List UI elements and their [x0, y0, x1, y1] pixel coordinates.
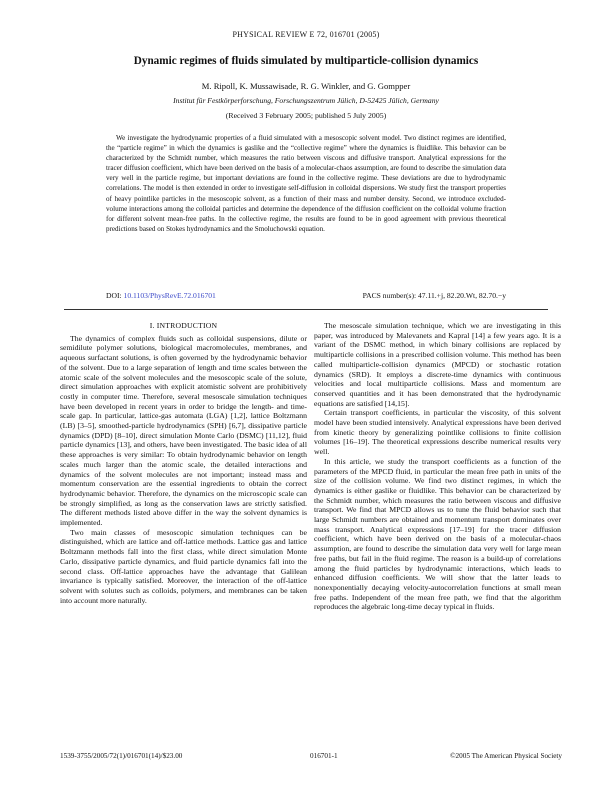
paragraph: In this article, we study the transport coefficients as a function of the parameters of the MPCD fluid, in particular the mean free path in units of the size of the collision volume. We find two distinct regimes, in which the dynamics is either gaslike or fluidlike. This behavior can be characterized by the Schmidt number, which measures the ratio between viscous and diffusive transport. We find that MPCD allows us to tune the fluid behavior such that large Schmidt numbers are obtained and momentum transport dominates over mass transport. Analytical expressions [17–19] for the tracer diffusion coefficient, which have been derived on the basis of a molecular-chaos assumption, are found to describe the simulation data very well for large mean free paths, but fail in the fluid regime. The reason is a build-up of correlations among the fluid particles by hydrodynamic interactions, which leads to enhanced diffusion coefficients. We will show that the latter leads to nonexponentially decaying velocity-autocorrelation functions at small mean free paths. Independent of the mean free path, we find that the algorithm reproduces the algebraic long-time decay typical in fluids.: [314, 456, 561, 612]
journal-header: PHYSICAL REVIEW E 72, 016701 (2005): [232, 30, 380, 39]
abstract: [106, 133, 506, 234]
doi-label: DOI:: [106, 291, 122, 300]
footer-copyright: ©2005 The American Physical Society: [450, 752, 562, 760]
paper-title: Dynamic regimes of fluids simulated by multiparticle-collision dynamics: [133, 55, 479, 67]
paragraph: The mesoscale simulation technique, which we are investigating in this paper, was introduced by Malevanets and Kapral [14] a few years ago. It is a variant of the DSMC method, in which binary collisions are replaced by multiparticle collisions in a prescribed collision volume. This method has been called multiparticle-collision dynamics (MPCD) or stochastic rotation dynamics (SRD). It employs a discrete-time dynamics with continuous velocities and local multiparticle collisions. Mass and momentum are conserved quantities and it has been demonstrated that the hydrodynamic equations are satisfied [14,15].: [314, 321, 561, 408]
author-list: M. Ripoll, K. Mussawisade, R. G. Winkler, and G. Gompper: [201, 81, 411, 91]
paragraph: The dynamics of complex fluids such as colloidal suspensions, dilute or semidilute polymer solutions, biological macromolecules, membranes, and aqueous surfactant solutions, is often governed by the hydrodynamic behavior of the solvent. Due to a large separation of length and time scales between the atomic scale of the solvent molecules and the mesoscopic scale of the solute, direct simulation approaches with explicit atomistic solvent are prohibitively costly in computer time. Therefore, several mesoscale simulation techniques have been developed in recent years in order to bridge the length- and time-scale gap. In particular, lattice-gas automata (LGA) [1,2], lattice Boltzmann (LB) [3–5], smoothed-particle hydrodynamics (SPH) [6,7], dissipative particle dynamics (DPD) [8–10], direct simulation Monte Carlo (DSMC) [11,12], fluid particle dynamics [13], and others, have been investigated. The basic idea of all these approaches is very similar: To obtain hydrodynamic behavior on length scales much larger than the atomic scale, the detailed interactions and dynamics of the solvent molecules are not important; instead mass and momentum conservation are the essential ingredients to obtain the correct hydrodynamic behavior. Therefore, the dynamics on the microscopic scale can be strongly simplified, as long as the conservation laws are strictly satisfied. The different methods listed above differ in the way the solvent dynamics is implemented.: [60, 333, 307, 528]
paragraph: Two main classes of mesoscopic simulation techniques can be distinguished, which are lattice and off-lattice methods. Lattice gas and lattice Boltzmann methods fall into the first class, while direct simulation Monte Carlo, dissipative particle dynamics, and fluid particle dynamics fall into the second class. Off-lattice approaches have the advantage that Galilean invariance is typically satisfied. Moreover, the interaction of the off-lattice solvent with solutes such as colloids, polymers, and membranes can be taken into account more naturally.: [60, 527, 307, 605]
paragraph: Certain transport coefficients, in particular the viscosity, of this solvent model have been studied intensively. Analytical expressions have been derived from kinetic theory by generalizing pointlike collisions to finite collision volumes [16–19]. The theoretical expressions describe numerical results very well.: [314, 408, 561, 457]
footer-page-number: 016701-1: [310, 752, 338, 760]
section-heading: I. INTRODUCTION: [149, 321, 218, 330]
doi-pacs-row: [106, 291, 506, 300]
left-column: [60, 321, 307, 605]
affiliation: Institut für Festkörperforschung, Forschungszentrum Jülich, D-52425 Jülich, Germany: [173, 96, 439, 105]
footer-issn: 1539-3755/2005/72(1)/016701(14)/$23.00: [60, 752, 183, 760]
right-column: [314, 321, 561, 612]
section-divider: [64, 309, 548, 310]
doi-link[interactable]: 10.1103/PhysRevE.72.016701: [123, 291, 216, 300]
pacs-numbers: PACS number(s): 47.11.+j, 82.20.Wt, 82.70.−y: [362, 291, 506, 300]
abstract-text: We investigate the hydrodynamic properties of a fluid simulated with a mesoscopic solvent model. Two distinct regimes are identified, the “particle regime” in which the dynamics is gaslike and the “collective regime” where the dynamics is fluidlike. This behavior can be characterized by the Schmidt number, which measures the ratio between viscous and diffusive transport. Analytical expressions for the tracer diffusion coefficient, which have been derived on the basis of a molecular-chaos assumption, are found to describe the simulation data very well in the particle regime, but important deviations are found in the collective regime. These deviations are due to hydrodynamic correlations. The model is then extended in order to investigate self-diffusion in colloidal dispersions. We study first the transport properties of heavy pointlike particles in the mesoscopic solvent, as a function of their mass and number density. Second, we introduce excluded-volume interactions among the colloidal particles and determine the dependence of the diffusion coefficient on the colloidal volume fraction for different solvent mean-free paths. In the collective regime, the results are found to be in good agreement with previous theoretical predictions based on Stokes hydrodynamics and the Smoluchowski equation.: [106, 134, 506, 233]
received-date: (Received 3 February 2005; published 5 July 2005): [225, 111, 387, 120]
